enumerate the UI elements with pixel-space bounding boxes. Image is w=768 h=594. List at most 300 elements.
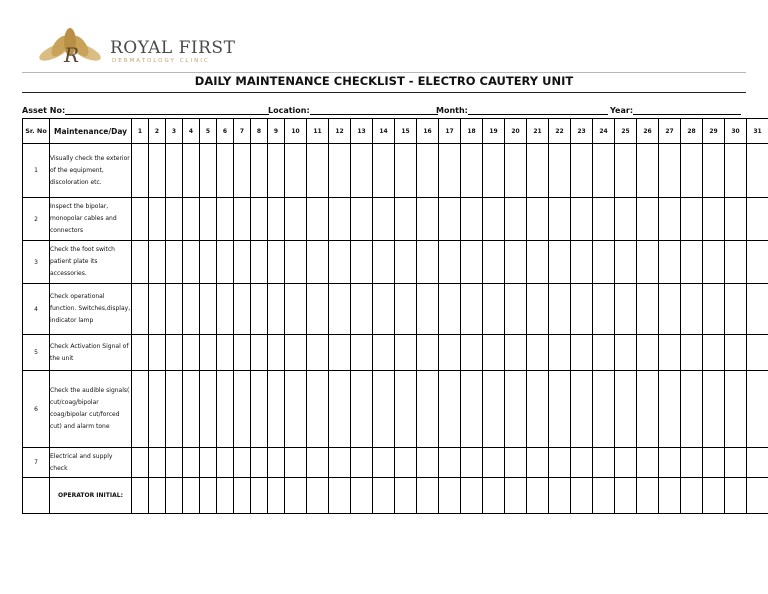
day-check-cell[interactable]	[268, 284, 285, 335]
operator-initial-cell[interactable]	[417, 478, 439, 514]
day-check-cell[interactable]	[549, 241, 571, 284]
day-check-cell[interactable]	[234, 371, 251, 448]
day-check-cell[interactable]	[703, 241, 725, 284]
day-check-cell[interactable]	[747, 448, 768, 478]
day-check-cell[interactable]	[549, 144, 571, 198]
day-check-cell[interactable]	[659, 284, 681, 335]
day-check-cell[interactable]	[149, 371, 166, 448]
day-check-cell[interactable]	[329, 144, 351, 198]
operator-initial-cell[interactable]	[268, 478, 285, 514]
asset-field[interactable]	[22, 106, 269, 115]
day-check-cell[interactable]	[681, 371, 703, 448]
day-check-cell[interactable]	[527, 448, 549, 478]
col-day: 11	[307, 119, 329, 144]
day-check-cell[interactable]	[183, 198, 200, 241]
month-input-line[interactable]	[468, 106, 608, 115]
operator-initial-cell[interactable]	[439, 478, 461, 514]
day-check-cell[interactable]	[681, 144, 703, 198]
day-check-cell[interactable]	[439, 144, 461, 198]
col-day: 8	[251, 119, 268, 144]
day-check-cell[interactable]	[351, 144, 373, 198]
day-check-cell[interactable]	[637, 144, 659, 198]
day-check-cell[interactable]	[439, 284, 461, 335]
col-day: 21	[527, 119, 549, 144]
day-check-cell[interactable]	[217, 335, 234, 371]
day-check-cell[interactable]	[483, 284, 505, 335]
day-check-cell[interactable]	[251, 448, 268, 478]
year-field[interactable]	[610, 106, 741, 115]
day-check-cell[interactable]	[351, 284, 373, 335]
day-check-cell[interactable]	[373, 335, 395, 371]
day-check-cell[interactable]	[615, 241, 637, 284]
day-check-cell[interactable]	[395, 284, 417, 335]
maintenance-task: Check operational function. Switches,display, indicator lamp	[50, 284, 132, 335]
operator-initial-cell[interactable]	[285, 478, 307, 514]
day-check-cell[interactable]	[527, 241, 549, 284]
day-check-cell[interactable]	[268, 371, 285, 448]
day-check-cell[interactable]	[307, 198, 329, 241]
col-day: 17	[439, 119, 461, 144]
day-check-cell[interactable]	[251, 241, 268, 284]
col-day: 14	[373, 119, 395, 144]
day-check-cell[interactable]	[285, 144, 307, 198]
asset-label: Asset No:	[22, 106, 66, 115]
day-check-cell[interactable]	[549, 371, 571, 448]
day-check-cell[interactable]	[285, 198, 307, 241]
day-check-cell[interactable]	[461, 371, 483, 448]
day-check-cell[interactable]	[149, 144, 166, 198]
day-check-cell[interactable]	[703, 198, 725, 241]
day-check-cell[interactable]	[615, 371, 637, 448]
day-check-cell[interactable]	[395, 198, 417, 241]
day-check-cell[interactable]	[183, 241, 200, 284]
day-check-cell[interactable]	[351, 241, 373, 284]
day-check-cell[interactable]	[351, 335, 373, 371]
day-check-cell[interactable]	[615, 284, 637, 335]
operator-initial-cell[interactable]	[461, 478, 483, 514]
col-day: 10	[285, 119, 307, 144]
day-check-cell[interactable]	[200, 198, 217, 241]
day-check-cell[interactable]	[747, 284, 768, 335]
day-check-cell[interactable]	[149, 284, 166, 335]
day-check-cell[interactable]	[461, 144, 483, 198]
location-field[interactable]	[268, 106, 438, 115]
day-check-cell[interactable]	[571, 448, 593, 478]
day-check-cell[interactable]	[439, 448, 461, 478]
day-check-cell[interactable]	[527, 198, 549, 241]
day-check-cell[interactable]	[251, 335, 268, 371]
day-check-cell[interactable]	[417, 371, 439, 448]
operator-initial-cell[interactable]	[571, 478, 593, 514]
operator-initial-cell[interactable]	[725, 478, 747, 514]
day-check-cell[interactable]	[593, 284, 615, 335]
operator-initial-cell[interactable]	[373, 478, 395, 514]
title-underline	[22, 92, 746, 93]
day-check-cell[interactable]	[681, 241, 703, 284]
operator-initial-cell[interactable]	[549, 478, 571, 514]
col-day: 7	[234, 119, 251, 144]
col-day: 27	[659, 119, 681, 144]
maintenance-task: Electrical and supply check	[50, 448, 132, 478]
operator-initial-cell[interactable]	[395, 478, 417, 514]
day-check-cell[interactable]	[395, 241, 417, 284]
day-check-cell[interactable]	[132, 198, 149, 241]
day-check-cell[interactable]	[659, 371, 681, 448]
day-check-cell[interactable]	[234, 448, 251, 478]
day-check-cell[interactable]	[725, 198, 747, 241]
day-check-cell[interactable]	[329, 284, 351, 335]
day-check-cell[interactable]	[307, 371, 329, 448]
day-check-cell[interactable]	[395, 448, 417, 478]
blank-cell	[23, 478, 50, 514]
day-check-cell[interactable]	[747, 198, 768, 241]
day-check-cell[interactable]	[703, 335, 725, 371]
operator-initial-cell[interactable]	[483, 478, 505, 514]
col-day: 23	[571, 119, 593, 144]
col-day: 5	[200, 119, 217, 144]
maintenance-task: Check Activation Signal of the unit	[50, 335, 132, 371]
day-check-cell[interactable]	[183, 371, 200, 448]
svg-text:R: R	[64, 43, 80, 67]
operator-initial-cell[interactable]	[200, 478, 217, 514]
row-number: 7	[23, 448, 50, 478]
day-check-cell[interactable]	[373, 284, 395, 335]
day-check-cell[interactable]	[329, 241, 351, 284]
day-check-cell[interactable]	[149, 198, 166, 241]
col-day: 3	[166, 119, 183, 144]
day-check-cell[interactable]	[268, 144, 285, 198]
day-check-cell[interactable]	[200, 448, 217, 478]
col-day: 4	[183, 119, 200, 144]
day-check-cell[interactable]	[373, 198, 395, 241]
day-check-cell[interactable]	[527, 144, 549, 198]
day-check-cell[interactable]	[637, 448, 659, 478]
day-check-cell[interactable]	[637, 241, 659, 284]
day-check-cell[interactable]	[183, 144, 200, 198]
day-check-cell[interactable]	[659, 448, 681, 478]
day-check-cell[interactable]	[527, 284, 549, 335]
day-check-cell[interactable]	[593, 371, 615, 448]
day-check-cell[interactable]	[217, 284, 234, 335]
day-check-cell[interactable]	[439, 198, 461, 241]
row-number: 4	[23, 284, 50, 335]
day-check-cell[interactable]	[725, 144, 747, 198]
operator-initial-cell[interactable]	[659, 478, 681, 514]
day-check-cell[interactable]	[505, 371, 527, 448]
day-check-cell[interactable]	[149, 448, 166, 478]
day-check-cell[interactable]	[615, 448, 637, 478]
operator-initial-cell[interactable]	[527, 478, 549, 514]
day-check-cell[interactable]	[725, 448, 747, 478]
table-row	[23, 448, 768, 478]
day-check-cell[interactable]	[417, 198, 439, 241]
operator-initial-cell[interactable]	[681, 478, 703, 514]
day-check-cell[interactable]	[351, 198, 373, 241]
day-check-cell[interactable]	[549, 198, 571, 241]
day-check-cell[interactable]	[166, 448, 183, 478]
day-check-cell[interactable]	[268, 198, 285, 241]
col-day: 22	[549, 119, 571, 144]
day-check-cell[interactable]	[351, 371, 373, 448]
day-check-cell[interactable]	[593, 241, 615, 284]
day-check-cell[interactable]	[217, 371, 234, 448]
day-check-cell[interactable]	[132, 371, 149, 448]
day-check-cell[interactable]	[483, 241, 505, 284]
day-check-cell[interactable]	[571, 371, 593, 448]
col-day: 2	[149, 119, 166, 144]
day-check-cell[interactable]	[439, 241, 461, 284]
day-check-cell[interactable]	[132, 241, 149, 284]
day-check-cell[interactable]	[200, 284, 217, 335]
day-check-cell[interactable]	[549, 448, 571, 478]
col-day: 1	[132, 119, 149, 144]
table-row	[23, 371, 768, 448]
day-check-cell[interactable]	[200, 371, 217, 448]
day-check-cell[interactable]	[234, 144, 251, 198]
day-check-cell[interactable]	[149, 241, 166, 284]
day-check-cell[interactable]	[461, 198, 483, 241]
day-check-cell[interactable]	[483, 335, 505, 371]
day-check-cell[interactable]	[747, 335, 768, 371]
day-check-cell[interactable]	[571, 198, 593, 241]
checklist-table	[22, 118, 768, 514]
day-check-cell[interactable]	[637, 284, 659, 335]
day-check-cell[interactable]	[505, 448, 527, 478]
operator-initial-cell[interactable]	[703, 478, 725, 514]
day-check-cell[interactable]	[307, 335, 329, 371]
day-check-cell[interactable]	[251, 284, 268, 335]
day-check-cell[interactable]	[747, 371, 768, 448]
day-check-cell[interactable]	[659, 335, 681, 371]
day-check-cell[interactable]	[571, 335, 593, 371]
day-check-cell[interactable]	[395, 371, 417, 448]
day-check-cell[interactable]	[417, 448, 439, 478]
day-check-cell[interactable]	[725, 284, 747, 335]
day-check-cell[interactable]	[200, 241, 217, 284]
day-check-cell[interactable]	[439, 335, 461, 371]
day-check-cell[interactable]	[285, 284, 307, 335]
day-check-cell[interactable]	[703, 284, 725, 335]
day-check-cell[interactable]	[329, 198, 351, 241]
day-check-cell[interactable]	[351, 448, 373, 478]
day-check-cell[interactable]	[217, 448, 234, 478]
day-check-cell[interactable]	[505, 144, 527, 198]
day-check-cell[interactable]	[505, 335, 527, 371]
day-check-cell[interactable]	[681, 448, 703, 478]
day-check-cell[interactable]	[571, 284, 593, 335]
day-check-cell[interactable]	[593, 448, 615, 478]
day-check-cell[interactable]	[285, 448, 307, 478]
day-check-cell[interactable]	[395, 335, 417, 371]
operator-initial-cell[interactable]	[251, 478, 268, 514]
col-day: 19	[483, 119, 505, 144]
operator-initial-cell[interactable]	[747, 478, 768, 514]
day-check-cell[interactable]	[461, 448, 483, 478]
day-check-cell[interactable]	[505, 284, 527, 335]
day-check-cell[interactable]	[329, 448, 351, 478]
day-check-cell[interactable]	[527, 335, 549, 371]
day-check-cell[interactable]	[251, 144, 268, 198]
day-check-cell[interactable]	[251, 198, 268, 241]
operator-initial-cell[interactable]	[132, 478, 149, 514]
day-check-cell[interactable]	[681, 284, 703, 335]
day-check-cell[interactable]	[132, 448, 149, 478]
day-check-cell[interactable]	[373, 241, 395, 284]
day-check-cell[interactable]	[132, 335, 149, 371]
year-label: Year:	[610, 106, 634, 115]
asset-input-line[interactable]	[65, 106, 269, 115]
day-check-cell[interactable]	[132, 144, 149, 198]
day-check-cell[interactable]	[593, 198, 615, 241]
operator-initial-cell[interactable]	[166, 478, 183, 514]
operator-initial-cell[interactable]	[183, 478, 200, 514]
day-check-cell[interactable]	[183, 335, 200, 371]
maintenance-task: Visually check the exterior of the equipment, discoloration etc.	[50, 144, 132, 198]
day-check-cell[interactable]	[166, 284, 183, 335]
location-input-line[interactable]	[310, 106, 438, 115]
page-title: DAILY MAINTENANCE CHECKLIST - ELECTRO CAUTERY UNIT	[194, 74, 574, 88]
day-check-cell[interactable]	[217, 198, 234, 241]
operator-initial-cell[interactable]	[351, 478, 373, 514]
day-check-cell[interactable]	[461, 241, 483, 284]
day-check-cell[interactable]	[217, 241, 234, 284]
day-check-cell[interactable]	[234, 198, 251, 241]
day-check-cell[interactable]	[461, 335, 483, 371]
operator-initial-cell[interactable]	[234, 478, 251, 514]
operator-initial-label: OPERATOR INITIAL:	[50, 478, 132, 514]
day-check-cell[interactable]	[268, 335, 285, 371]
day-check-cell[interactable]	[615, 144, 637, 198]
day-check-cell[interactable]	[593, 335, 615, 371]
day-check-cell[interactable]	[234, 284, 251, 335]
month-label: Month:	[436, 106, 468, 115]
day-check-cell[interactable]	[183, 448, 200, 478]
day-check-cell[interactable]	[149, 335, 166, 371]
day-check-cell[interactable]	[307, 241, 329, 284]
day-check-cell[interactable]	[307, 144, 329, 198]
row-number: 3	[23, 241, 50, 284]
table-row	[23, 241, 768, 284]
day-check-cell[interactable]	[373, 448, 395, 478]
day-check-cell[interactable]	[505, 198, 527, 241]
day-check-cell[interactable]	[483, 144, 505, 198]
day-check-cell[interactable]	[703, 371, 725, 448]
day-check-cell[interactable]	[659, 198, 681, 241]
operator-initial-cell[interactable]	[615, 478, 637, 514]
day-check-cell[interactable]	[747, 144, 768, 198]
operator-initial-cell[interactable]	[637, 478, 659, 514]
day-check-cell[interactable]	[395, 144, 417, 198]
day-check-cell[interactable]	[593, 144, 615, 198]
day-check-cell[interactable]	[251, 371, 268, 448]
operator-initial-cell[interactable]	[329, 478, 351, 514]
day-check-cell[interactable]	[329, 371, 351, 448]
day-check-cell[interactable]	[132, 284, 149, 335]
day-check-cell[interactable]	[461, 284, 483, 335]
day-check-cell[interactable]	[703, 448, 725, 478]
day-check-cell[interactable]	[725, 241, 747, 284]
day-check-cell[interactable]	[234, 335, 251, 371]
day-check-cell[interactable]	[637, 371, 659, 448]
day-check-cell[interactable]	[483, 198, 505, 241]
table-header-row	[23, 119, 768, 144]
day-check-cell[interactable]	[549, 284, 571, 335]
day-check-cell[interactable]	[417, 335, 439, 371]
day-check-cell[interactable]	[505, 241, 527, 284]
day-check-cell[interactable]	[200, 335, 217, 371]
year-input-line[interactable]	[633, 106, 741, 115]
day-check-cell[interactable]	[725, 371, 747, 448]
day-check-cell[interactable]	[166, 198, 183, 241]
day-check-cell[interactable]	[329, 335, 351, 371]
day-check-cell[interactable]	[417, 144, 439, 198]
day-check-cell[interactable]	[659, 144, 681, 198]
operator-initial-cell[interactable]	[593, 478, 615, 514]
day-check-cell[interactable]	[373, 371, 395, 448]
day-check-cell[interactable]	[571, 144, 593, 198]
day-check-cell[interactable]	[659, 241, 681, 284]
day-check-cell[interactable]	[637, 198, 659, 241]
col-day: 26	[637, 119, 659, 144]
col-day: 13	[351, 119, 373, 144]
day-check-cell[interactable]	[373, 144, 395, 198]
table-row	[23, 335, 768, 371]
day-check-cell[interactable]	[747, 241, 768, 284]
clinic-logo	[34, 24, 234, 74]
col-day: 6	[217, 119, 234, 144]
day-check-cell[interactable]	[681, 335, 703, 371]
operator-initial-cell[interactable]	[217, 478, 234, 514]
day-check-cell[interactable]	[166, 371, 183, 448]
operator-initial-cell[interactable]	[307, 478, 329, 514]
day-check-cell[interactable]	[549, 335, 571, 371]
day-check-cell[interactable]	[483, 448, 505, 478]
day-check-cell[interactable]	[268, 241, 285, 284]
day-check-cell[interactable]	[615, 198, 637, 241]
day-check-cell[interactable]	[307, 448, 329, 478]
day-check-cell[interactable]	[200, 144, 217, 198]
day-check-cell[interactable]	[571, 241, 593, 284]
day-check-cell[interactable]	[183, 284, 200, 335]
day-check-cell[interactable]	[217, 144, 234, 198]
day-check-cell[interactable]	[439, 371, 461, 448]
day-check-cell[interactable]	[234, 241, 251, 284]
operator-initial-cell[interactable]	[505, 478, 527, 514]
day-check-cell[interactable]	[285, 335, 307, 371]
brand-name: ROYAL FIRST	[110, 38, 236, 58]
day-check-cell[interactable]	[285, 371, 307, 448]
operator-initial-cell[interactable]	[149, 478, 166, 514]
day-check-cell[interactable]	[483, 371, 505, 448]
day-check-cell[interactable]	[166, 335, 183, 371]
day-check-cell[interactable]	[166, 144, 183, 198]
day-check-cell[interactable]	[417, 241, 439, 284]
day-check-cell[interactable]	[527, 371, 549, 448]
day-check-cell[interactable]	[681, 198, 703, 241]
day-check-cell[interactable]	[725, 335, 747, 371]
day-check-cell[interactable]	[703, 144, 725, 198]
day-check-cell[interactable]	[268, 448, 285, 478]
day-check-cell[interactable]	[417, 284, 439, 335]
month-field[interactable]	[436, 106, 608, 115]
day-check-cell[interactable]	[615, 335, 637, 371]
day-check-cell[interactable]	[285, 241, 307, 284]
col-day: 16	[417, 119, 439, 144]
row-number: 2	[23, 198, 50, 241]
day-check-cell[interactable]	[637, 335, 659, 371]
day-check-cell[interactable]	[166, 241, 183, 284]
day-check-cell[interactable]	[307, 284, 329, 335]
